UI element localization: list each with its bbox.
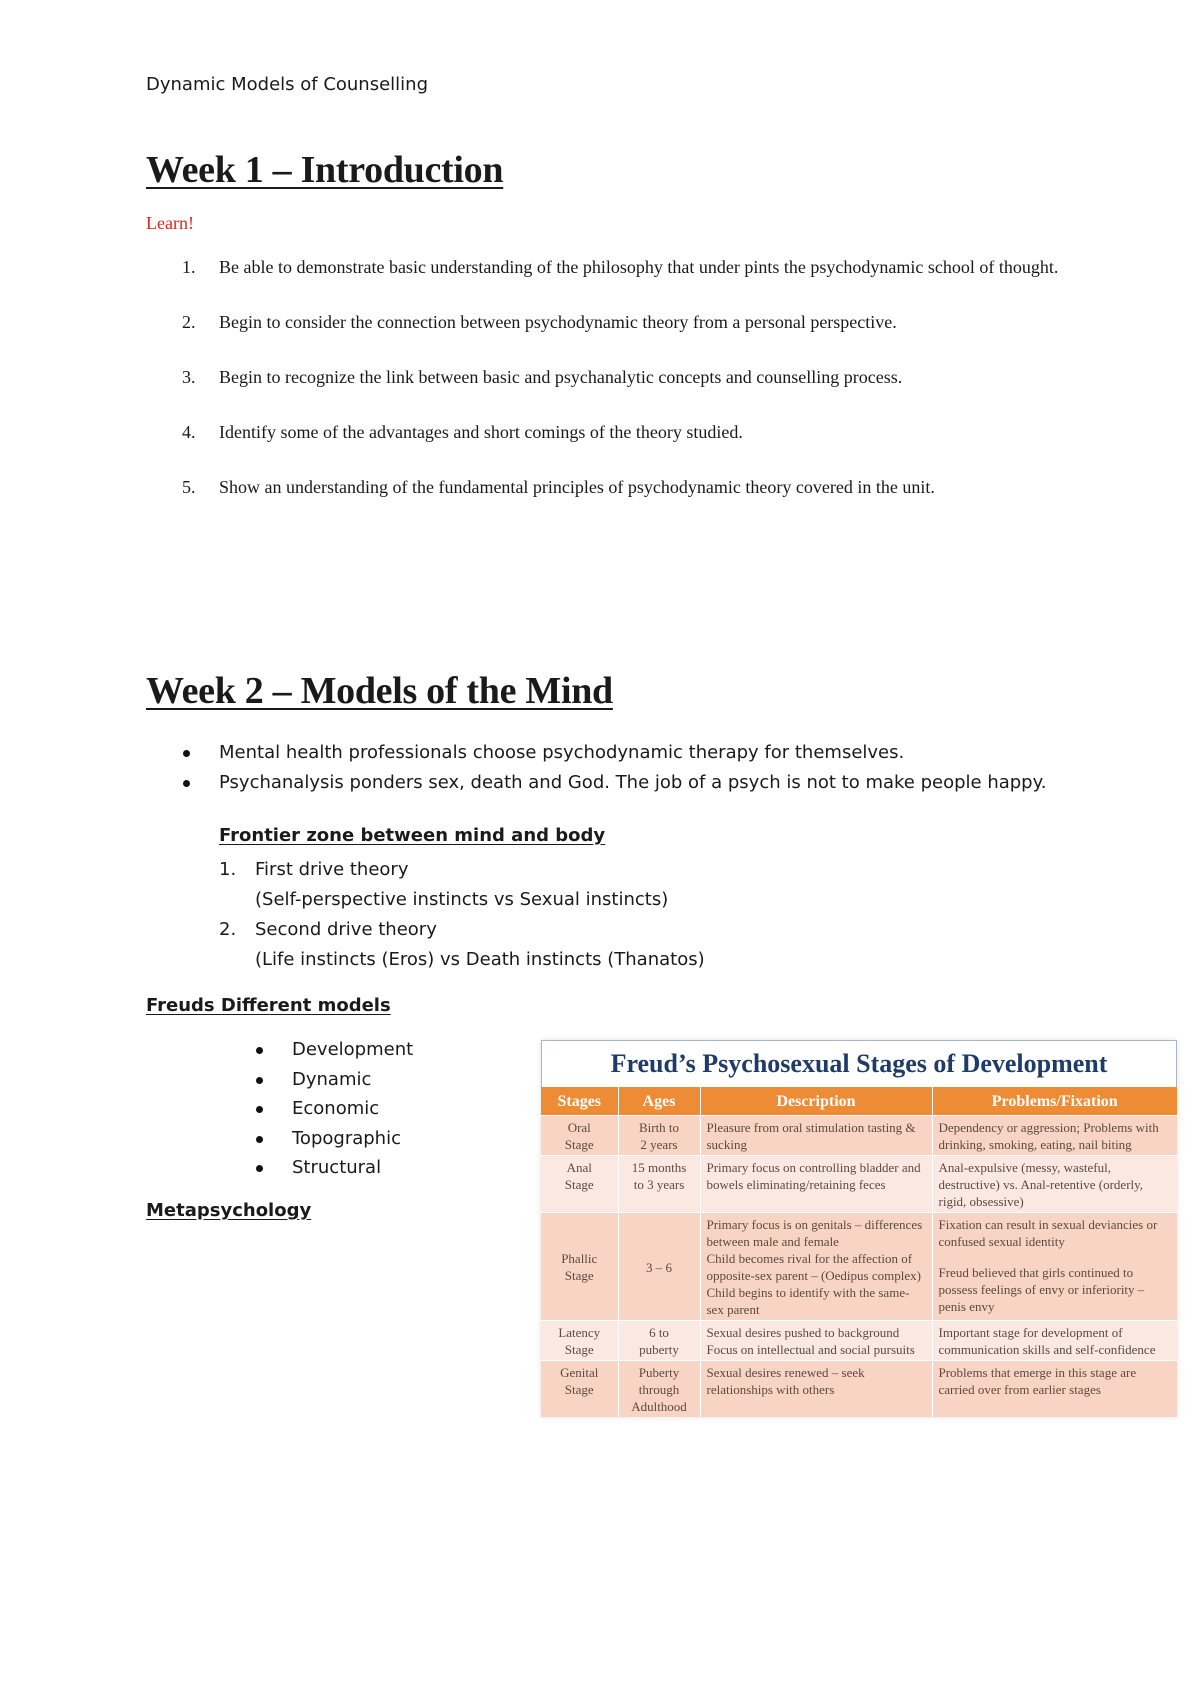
objective-text: Identify some of the advantages and short comings of the theory studied. <box>219 422 743 442</box>
learn-label: Learn! <box>146 213 194 233</box>
age-cell <box>618 1213 700 1321</box>
stage-line: Latency <box>558 1325 601 1340</box>
freud-models-list <box>219 1035 413 1183</box>
description-text: Pleasure from oral stimulation tasting & sucking <box>706 1120 916 1152</box>
age-line: 15 months <box>631 1160 687 1175</box>
frontier-zone-heading: Frontier zone between mind and body <box>219 825 606 846</box>
description-text: Sexual desires pushed to background <box>706 1325 900 1340</box>
objective-text: Be able to demonstrate basic understanding of the philosophy that under pints the psychodynamic school of thought. <box>219 257 1059 277</box>
problems-cell <box>932 1116 1177 1156</box>
description-text: Focus on intellectual and social pursuits <box>706 1342 915 1357</box>
problems-cell <box>932 1321 1177 1361</box>
table-row <box>541 1321 1177 1361</box>
objective-item <box>146 308 1060 336</box>
problems-text: Problems that emerge in this stage are carried over from earlier stages <box>938 1365 1137 1397</box>
description-text: Sexual desires renewed – seek relationships with others <box>706 1365 865 1397</box>
stage-cell <box>541 1361 618 1418</box>
objective-number: 2. <box>182 312 196 332</box>
stage-cell <box>541 1213 618 1321</box>
problems-text: Dependency or aggression; Problems with drinking, smoking, eating, nail biting <box>938 1120 1159 1152</box>
objective-text: Show an understanding of the fundamental principles of psychodynamic theory covered in the unit. <box>219 477 935 497</box>
model-label: Economic <box>292 1098 380 1119</box>
model-item <box>219 1124 413 1154</box>
table-header-row <box>541 1087 1177 1116</box>
age-cell <box>618 1321 700 1361</box>
bullet-icon <box>256 1047 263 1054</box>
model-label: Development <box>292 1039 414 1060</box>
drive-theory-item <box>219 915 705 975</box>
objective-item <box>146 473 1060 501</box>
model-item <box>219 1035 413 1065</box>
table-row <box>541 1116 1177 1156</box>
age-line: Puberty <box>638 1365 680 1380</box>
age-line: Birth to <box>638 1120 680 1135</box>
problems-cell <box>932 1156 1177 1213</box>
description-text: Child becomes rival for the affection of opposite-sex parent – (Oedipus complex) <box>706 1251 921 1283</box>
description-text: Primary focus is on genitals – differences between male and female <box>706 1217 923 1249</box>
stage-cell <box>541 1116 618 1156</box>
stage-line: Stage <box>564 1268 594 1283</box>
age-cell <box>618 1361 700 1418</box>
objective-text: Begin to consider the connection between psychodynamic theory from a personal perspective. <box>219 312 897 332</box>
stage-line: Stage <box>564 1177 594 1192</box>
bullet-text: Psychanalysis ponders sex, death and God. The job of a psych is not to make people happy. <box>219 772 1047 793</box>
problems-cell <box>932 1213 1177 1321</box>
psychosexual-stages-table <box>541 1087 1177 1417</box>
metapsychology-heading: Metapsychology <box>146 1200 312 1221</box>
drive-detail: (Self-perspective instincts vs Sexual instincts) <box>255 889 669 910</box>
description-cell <box>700 1213 932 1321</box>
model-label: Dynamic <box>292 1068 372 1090</box>
drive-theory-item <box>219 855 705 915</box>
problems-cell <box>932 1361 1177 1418</box>
column-header-problems: Problems/Fixation <box>932 1087 1177 1116</box>
stage-line: Oral <box>567 1120 591 1135</box>
bullet-icon <box>183 750 190 757</box>
bullet-icon <box>256 1077 263 1084</box>
stage-line: Stage <box>564 1342 594 1357</box>
model-item <box>219 1094 413 1124</box>
objective-number: 1. <box>182 257 196 277</box>
age-cell <box>618 1156 700 1213</box>
description-cell <box>700 1321 932 1361</box>
bullet-icon <box>256 1136 263 1143</box>
age-line: Adulthood <box>631 1399 687 1414</box>
objective-item <box>146 253 1060 281</box>
age-line: 3 – 6 <box>646 1259 672 1275</box>
stage-cell <box>541 1156 618 1213</box>
bullet-item <box>146 738 1046 768</box>
bullet-icon <box>256 1106 263 1113</box>
description-text: Primary focus on controlling bladder and bowels eliminating/retaining feces <box>706 1160 921 1192</box>
objective-number: 3. <box>182 367 196 387</box>
objective-item <box>146 363 1060 391</box>
description-cell <box>700 1156 932 1213</box>
column-header-description: Description <box>700 1087 932 1116</box>
table-row <box>541 1213 1177 1321</box>
model-item <box>219 1065 413 1095</box>
week-2-title: Week 2 – Models of the Mind <box>146 670 613 712</box>
stage-line: Phallic <box>561 1251 598 1266</box>
description-cell <box>700 1361 932 1418</box>
description-text: Child begins to identify with the same-sex parent <box>706 1285 910 1317</box>
table-row <box>541 1156 1177 1213</box>
bullet-icon <box>256 1165 263 1172</box>
problems-text: Important stage for development of communication skills and self-confidence <box>938 1325 1156 1357</box>
problems-text: Fixation can result in sexual deviancies or confused sexual identity <box>938 1217 1158 1249</box>
problems-text: Freud believed that girls continued to possess feelings of envy or inferiority – penis envy <box>938 1265 1145 1314</box>
objective-number: 4. <box>182 422 196 442</box>
age-line: 6 to <box>649 1325 669 1340</box>
drive-detail: (Life instincts (Eros) vs Death instincts (Thanatos) <box>255 949 705 970</box>
age-line: puberty <box>639 1342 679 1357</box>
description-cell <box>700 1116 932 1156</box>
psychosexual-stages-figure <box>541 1040 1177 1417</box>
column-header-stages: Stages <box>541 1087 618 1116</box>
drive-number: 2. <box>219 919 237 940</box>
figure-title: Freud’s Psychosexual Stages of Development <box>541 1040 1177 1087</box>
age-line: to 3 years <box>633 1177 685 1192</box>
objective-item <box>146 418 1060 446</box>
model-item <box>219 1153 413 1183</box>
problems-text: Anal-expulsive (messy, wasteful, destructive) vs. Anal-retentive (orderly, rigid, obsessive) <box>938 1160 1144 1209</box>
stage-line: Stage <box>564 1137 594 1152</box>
stage-line: Genital <box>560 1365 599 1380</box>
week-1-title: Week 1 – Introduction <box>146 149 504 191</box>
bullet-item <box>146 768 1046 798</box>
table-row <box>541 1361 1177 1418</box>
freud-models-heading: Freuds Different models <box>146 995 391 1016</box>
stage-cell <box>541 1321 618 1361</box>
age-line: through <box>638 1382 680 1397</box>
column-header-ages: Ages <box>618 1087 700 1116</box>
objective-number: 5. <box>182 477 196 497</box>
running-header: Dynamic Models of Counselling <box>146 74 429 95</box>
bullet-icon <box>183 780 190 787</box>
objective-text: Begin to recognize the link between basic and psychanalytic concepts and counselling process. <box>219 367 903 387</box>
age-line: 2 years <box>640 1137 678 1152</box>
age-cell <box>618 1116 700 1156</box>
drive-theory-list <box>219 855 705 975</box>
drive-number: 1. <box>219 859 237 880</box>
stage-line: Stage <box>564 1382 594 1397</box>
bullet-text: Mental health professionals choose psychodynamic therapy for themselves. <box>219 742 905 763</box>
stage-line: Anal <box>566 1160 592 1175</box>
model-label: Structural <box>292 1157 382 1178</box>
week-2-bullet-list <box>146 738 1046 798</box>
model-label: Topographic <box>292 1127 401 1149</box>
drive-title: First drive theory <box>255 859 409 880</box>
learning-objectives-list <box>146 253 1060 528</box>
drive-title: Second drive theory <box>255 919 437 940</box>
